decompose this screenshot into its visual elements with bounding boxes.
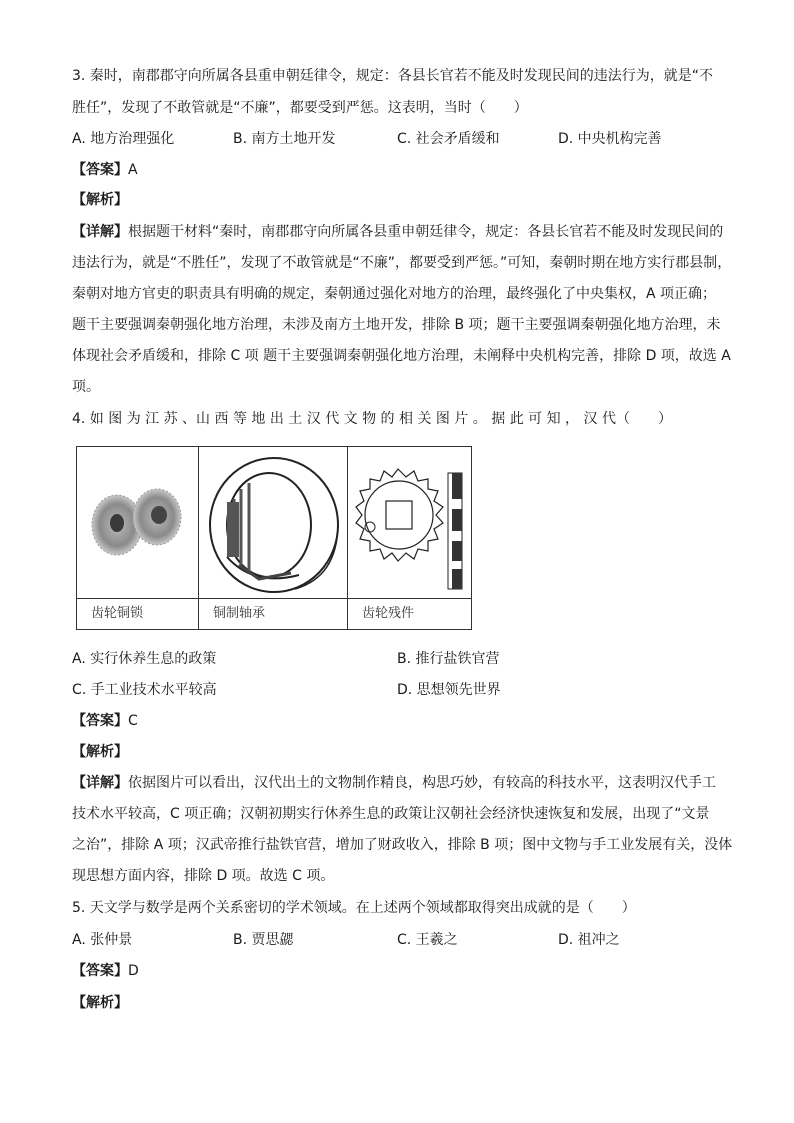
q4-figure bbox=[76, 446, 472, 630]
q3-detail-line6: 项。 bbox=[72, 379, 100, 395]
q4-option-a: A. 实行休养生息的政策 bbox=[72, 651, 217, 667]
q5-answer bbox=[72, 961, 139, 981]
q3-analysis-tag: 【解析】 bbox=[72, 192, 128, 208]
q4-detail-line4: 现思想方面内容，排除 D 项。故选 C 项。 bbox=[72, 868, 335, 884]
q4-option-d: D. 思想领先世界 bbox=[397, 682, 501, 698]
bearing-image bbox=[199, 447, 348, 599]
q3-detail-line2: 违法行为，就是“不胜任”，发现了不敢管就是“不廉”，都要受到严惩。”可知，秦朝时期在地方实行郡县制， bbox=[72, 255, 732, 271]
q5-option-c: C. 王羲之 bbox=[397, 932, 458, 948]
q4-analysis-tag: 【解析】 bbox=[72, 744, 128, 760]
figure-panel-gear-lock bbox=[77, 447, 199, 629]
q3-detail-line5: 体现社会矛盾缓和，排除 C 项 题干主要强调秦朝强化地方治理，未阐释中央机构完善，排除 D 项，故选 A bbox=[72, 348, 731, 364]
q4-detail-line3: 之治”，排除 A 项；汉武帝推行盐铁官营，增加了财政收入，排除 B 项；图中文物与手工业发展有关，没体 bbox=[72, 837, 733, 853]
q5-analysis-tag: 【解析】 bbox=[72, 995, 128, 1011]
answer-value: C bbox=[128, 713, 138, 729]
answer-tag: 【答案】 bbox=[72, 963, 128, 979]
detail-text: 根据题干材料“秦时，南郡郡守向所属各县重申朝廷律令，规定：各县长官若不能及时发现民间的 bbox=[128, 224, 724, 240]
figure-panel-bearing bbox=[199, 447, 348, 629]
figure-panel-gear-fragment bbox=[348, 447, 472, 629]
q4-option-b: B. 推行盐铁官营 bbox=[397, 651, 500, 667]
q3-option-c: C. 社会矛盾缓和 bbox=[397, 131, 500, 147]
q3-stem-line1: 3. 秦时，南郡郡守向所属各县重申朝廷律令，规定：各县长官若不能及时发现民间的违法行为，就是“不 bbox=[72, 68, 714, 84]
q4-detail-line2: 技术水平较高，C 项正确；汉朝初期实行休养生息的政策让汉朝社会经济快速恢复和发展，出现了“文景 bbox=[72, 806, 710, 822]
q5-option-d: D. 祖冲之 bbox=[558, 932, 620, 948]
gear-lock-image bbox=[77, 447, 199, 599]
caption-bearing: 铜制轴承 bbox=[213, 606, 266, 621]
caption-gear-lock: 齿轮铜锁 bbox=[91, 606, 144, 621]
detail-tag: 【详解】 bbox=[72, 224, 128, 240]
answer-value: D bbox=[128, 963, 139, 979]
q3-option-b: B. 南方土地开发 bbox=[233, 131, 336, 147]
q5-option-a: A. 张仲景 bbox=[72, 932, 133, 948]
q5-option-b: B. 贾思勰 bbox=[233, 932, 294, 948]
caption-gear-fragment: 齿轮残件 bbox=[362, 606, 415, 621]
answer-tag: 【答案】 bbox=[72, 162, 128, 178]
q3-detail-line1 bbox=[72, 222, 723, 242]
q3-detail-line3: 秦朝对地方官吏的职责具有明确的规定，秦朝通过强化对地方的治理，最终强化了中央集权，A 项正确； bbox=[72, 286, 717, 302]
q5-stem: 5. 天文学与数学是两个关系密切的学术领域。在上述两个领域都取得突出成就的是（ ） bbox=[72, 900, 636, 916]
q3-option-a: A. 地方治理强化 bbox=[72, 131, 175, 147]
q3-stem-line2: 胜任”，发现了不敢管就是“不廉”，都要受到严惩。这表明，当时（ ） bbox=[72, 100, 528, 116]
q3-option-d: D. 中央机构完善 bbox=[558, 131, 662, 147]
q3-answer bbox=[72, 160, 138, 180]
q4-option-c: C. 手工业技术水平较高 bbox=[72, 682, 217, 698]
detail-tag: 【详解】 bbox=[72, 775, 128, 791]
answer-value: A bbox=[128, 162, 138, 178]
detail-text: 依据图片可以看出，汉代出土的文物制作精良，构思巧妙，有较高的科技水平，这表明汉代手工 bbox=[128, 775, 716, 791]
q3-detail-line4: 题干主要强调秦朝强化地方治理，未涉及南方土地开发，排除 B 项；题干主要强调秦朝强化地方治理，未 bbox=[72, 317, 721, 333]
gear-fragment-image bbox=[348, 447, 472, 599]
q4-stem: 4. 如 图 为 江 苏 、山 西 等 地 出 土 汉 代 文 物 的 相 关 图 片 。 据 此 可 知 ， 汉 代（ ） bbox=[72, 411, 672, 427]
answer-tag: 【答案】 bbox=[72, 713, 128, 729]
q4-detail-line1 bbox=[72, 773, 716, 793]
q4-answer bbox=[72, 711, 138, 731]
